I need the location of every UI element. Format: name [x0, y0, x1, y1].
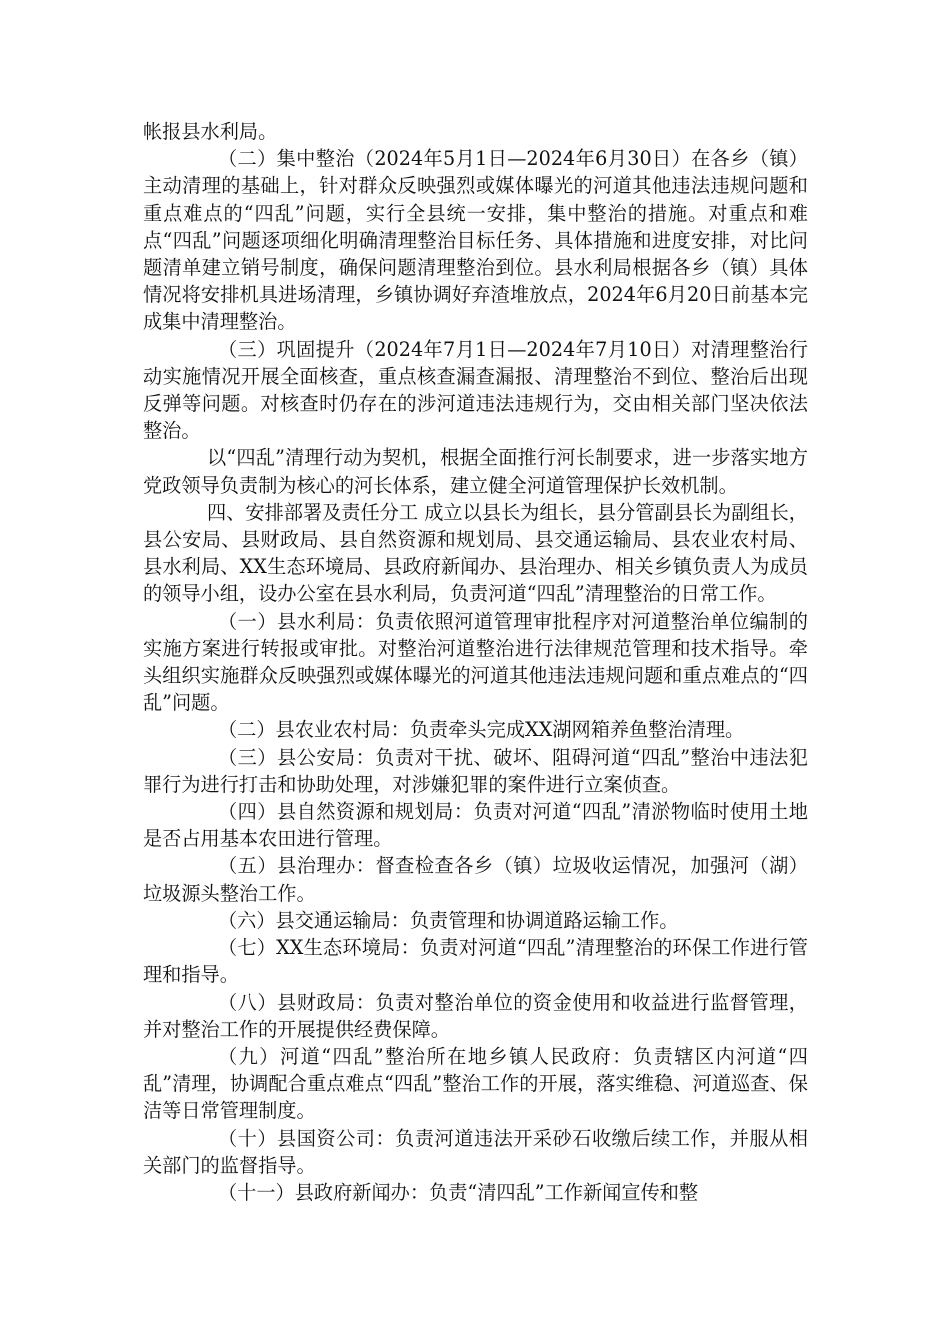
paragraph-5: （一）县水利局：负责依照河道管理审批程序对河道整治单位编制的实施方案进行转报或审批。对整治河道整治进行法律规范管理和技术指导。牵头组织实施群众反映强烈或媒体曝光的河道其他违法违规问题和重点难点的“四乱”问题。 — [143, 609, 808, 715]
paragraph-8: （四）县自然资源和规划局：负责对河道“四乱”清淤物临时使用土地是否占用基本农田进行管理。 — [143, 800, 808, 851]
paragraph-10: （六）县交通运输局：负责管理和协调道路运输工作。 — [218, 908, 679, 932]
paragraph-7: （三）县公安局：负责对干扰、破坏、阻碍河道“四乱”整治中违法犯罪行为进行打击和协助处理，对涉嫌犯罪的案件进行立案侦查。 — [143, 745, 808, 796]
paragraph-12: （八）县财政局：负责对整治单位的资金使用和收益进行监督管理，并对整治工作的开展提供经费保障。 — [143, 990, 808, 1041]
paragraph-14: （十）县国资公司：负责河道违法开采砂石收缴后续工作，并服从相关部门的监督指导。 — [143, 1126, 808, 1177]
paragraph-4: 四、安排部署及责任分工 成立以县长为组长，县分管副县长为副组长，县公安局、县财政局、县自然资源和规划局、县交通运输局、县农业农村局、县水利局、XX生态环境局、县政府新闻办、县治理办、相关乡镇负责人为成员的领导小组，设办公室在县水利局，负责河道“四乱”清理整治的日常工作。 — [143, 500, 808, 606]
paragraph-0: 帐报县水利局。 — [143, 120, 278, 143]
paragraph-1: （二）集中整治（2024年5月1日—2024年6月30日）在各乡（镇）主动清理的基础上，针对群众反映强烈或媒体曝光的河道其他违法违规问题和重点难点的“四乱”问题，实行全县统一安排，集中整治的措施。对重点和难点“四乱”问题逐项细化明确清理整治目标任务、具体措施和进度安排，对比问题清单建立销号制度，确保问题清理整治到位。县水利局根据各乡（镇）具体情况将安排机具进场清理，乡镇协调好弃渣堆放点，2024年6月20日前基本完成集中清理整治。 — [143, 147, 808, 334]
paragraph-9: （五）县治理办：督查检查各乡（镇）垃圾收运情况，加强河（湖）垃圾源头整治工作。 — [143, 854, 808, 905]
paragraph-11: （七）XX生态环境局：负责对河道“四乱”清理整治的环保工作进行管理和指导。 — [143, 936, 808, 987]
paragraph-6: （二）县农业农村局：负责牵头完成XX湖网箱养鱼整治清理。 — [218, 718, 745, 742]
paragraph-15: （十一）县政府新闻办：负责“清四乱”工作新闻宣传和整 — [218, 1180, 699, 1204]
paragraph-13: （九）河道“四乱”整治所在地乡镇人民政府：负责辖区内河道“四乱”清理，协调配合重点难点“四乱”整治工作的开展，落实维稳、河道巡查、保洁等日常管理制度。 — [143, 1044, 808, 1123]
paragraph-2: （三）巩固提升（2024年7月1日—2024年7月10日）对清理整治行动实施情况开展全面核查，重点核查漏查漏报、清理整治不到位、整治后出现反弹等问题。对核查时仍存在的涉河道违法违规行为，交由相关部门坚决依法整治。 — [143, 337, 808, 443]
document-page — [143, 118, 808, 1206]
paragraph-3: 以“四乱”清理行动为契机，根据全面推行河长制要求，进一步落实地方党政领导负责制为核心的河长体系，建立健全河道管理保护长效机制。 — [143, 446, 808, 497]
